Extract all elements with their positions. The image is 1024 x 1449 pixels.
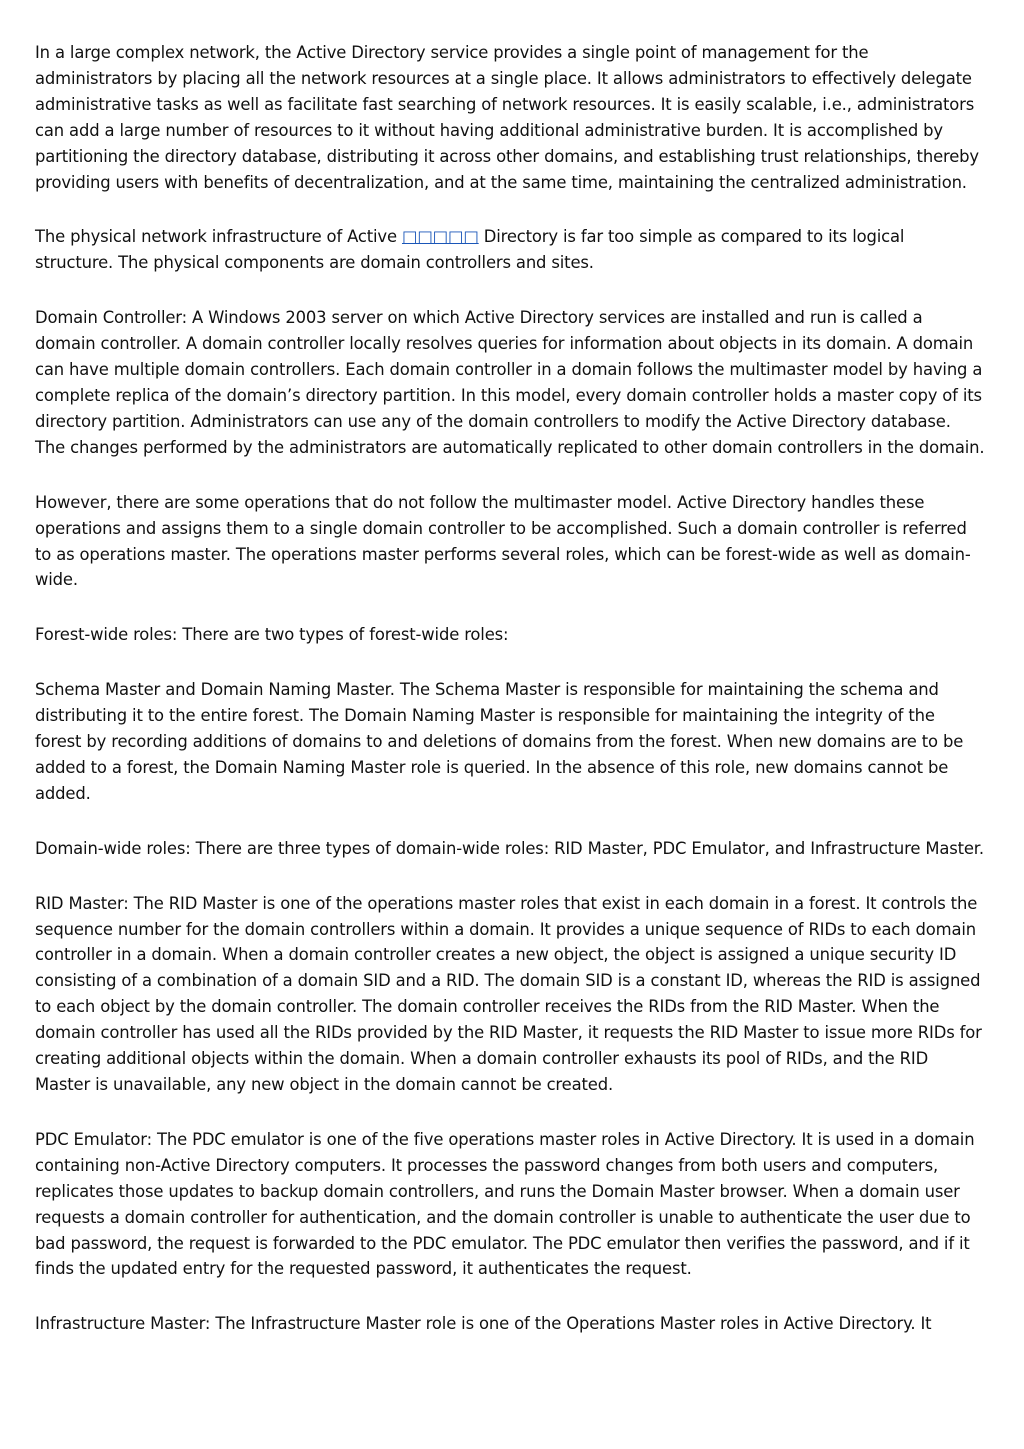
inline-link[interactable]: □□□□□ <box>401 227 479 247</box>
paragraph-intro: In a large complex network, the Active Directory service provides a single point of management for the administrators by placing all the network resources at a single place. It allows administrators to effectively delegate administrative tasks as well as facilitate fast searching of network resources. It is easily scalable, i.e., administrators can add a large number of resources to it without having additional administrative burden. It is accomplished by partitioning the directory database, distributing it across other domains, and establishing trust relationships, thereby providing users with benefits of decentralization, and at the same time, maintaining the centralized administration. <box>35 43 979 192</box>
paragraph-forest-wide-roles: Forest-wide roles: There are two types of forest-wide roles: <box>35 625 509 645</box>
paragraph-domain-wide-roles: Domain-wide roles: There are three types of domain-wide roles: RID Master, PDC Emulator, and Infrastructure Master. <box>35 838 984 858</box>
paragraph-text-before-link: The physical network infrastructure of Active <box>35 227 402 247</box>
paragraph-domain-controller: Domain Controller: A Windows 2003 server on which Active Directory services are installed and run is called a domain controller. A domain controller locally resolves queries for information about objects in its domain. A domain can have multiple domain controllers. Each domain controller in a domain follows the multimaster model by having a complete replica of the domain’s directory partition. In this model, every domain controller holds a master copy of its directory partition. Administrators can use any of the domain controllers to modify the Active Directory database. The changes performed by the administrators are automatically replicated to other domain controllers in the domain. <box>35 308 985 457</box>
paragraph-pdc-emulator: PDC Emulator: The PDC emulator is one of the five operations master roles in Active Directory. It is used in a domain containing non-Active Directory computers. It processes the password changes from both users and computers, replicates those updates to backup domain controllers, and runs the Domain Master browser. When a domain user requests a domain controller for authentication, and the domain controller is unable to authenticate the user due to bad password, the request is forwarded to the PDC emulator. The PDC emulator then verifies the password, and if it finds the updated entry for the requested password, it authenticates the request. <box>35 1129 975 1279</box>
paragraph-infrastructure-master: Infrastructure Master: The Infrastructure Master role is one of the Operations Master roles in Active Directory. It <box>35 1314 932 1334</box>
paragraph-operations-master: However, there are some operations that do not follow the multimaster model. Active Directory handles these operations and assigns them to a single domain controller to be accomplished. Such a domain controller is referred to as operations master. The operations master performs several roles, which can be forest-wide as well as domain-wide. <box>35 492 971 590</box>
document-body <box>35 40 985 1337</box>
paragraph-physical-infrastructure <box>35 224 985 276</box>
paragraph-text-after-link: Directory is far too simple as compared to its logical structure. The physical components are domain controllers and sites. <box>35 227 905 273</box>
paragraph-rid-master: RID Master: The RID Master is one of the operations master roles that exist in each domain in a forest. It controls the sequence number for the domain controllers within a domain. It provides a unique sequence of RIDs to each domain controller in a domain. When a domain controller creates a new object, the object is assigned a unique security ID consisting of a combination of a domain SID and a RID. The domain SID is a constant ID, whereas the RID is assigned to each object by the domain controller. The domain controller receives the RIDs from the RID Master. When the domain controller has used all the RIDs provided by the RID Master, it requests the RID Master to issue more RIDs for creating additional objects within the domain. When a domain controller exhausts its pool of RIDs, and the RID Master is unavailable, any new object in the domain cannot be created. <box>35 893 982 1094</box>
paragraph-schema-master: Schema Master and Domain Naming Master. The Schema Master is responsible for maintaining the schema and distributing it to the entire forest. The Domain Naming Master is responsible for maintaining the integrity of the forest by recording additions of domains to and deletions of domains from the forest. When new domains are to be added to a forest, the Domain Naming Master role is queried. In the absence of this role, new domains cannot be added. <box>35 680 964 803</box>
